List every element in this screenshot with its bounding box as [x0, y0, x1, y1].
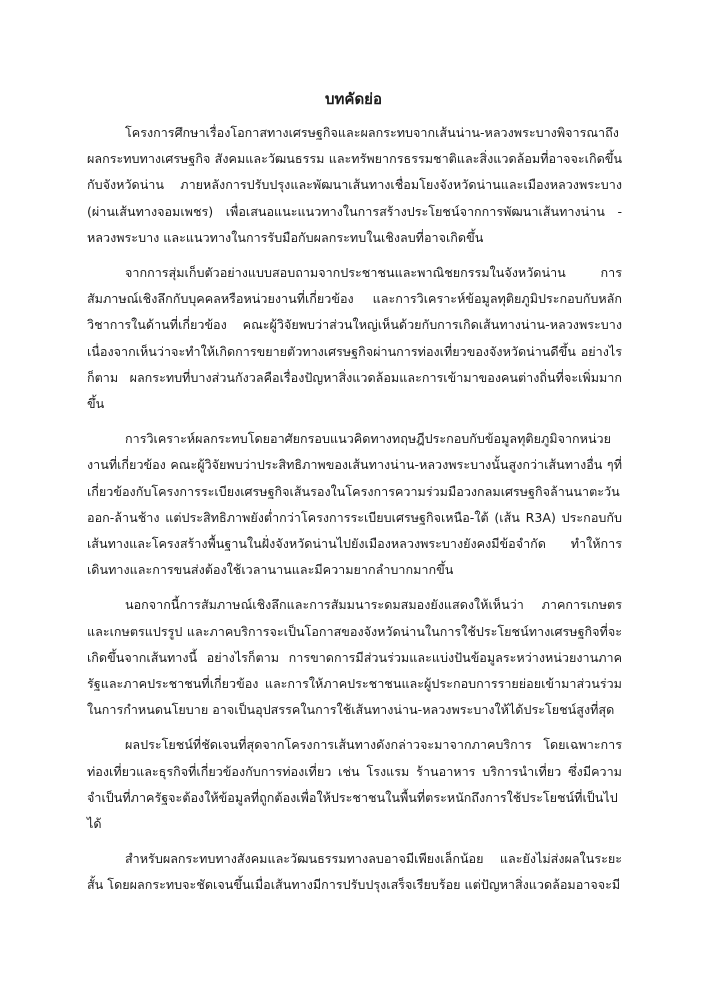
abstract-title: บทคัดย่อ — [325, 90, 382, 108]
paragraph-6: สำหรับผลกระทบทางสังคมและวัฒนธรรมทางลบอาจมีเพียงเล็กน้อย และยังไม่ส่งผลในระยะสั้น โดยผลกระทบจะชัดเจนขึ้นเมื่อเส้นทางมีการปรับปรุงเสร็จเรียบร้อย แต่ปัญหาสิ่งแวดล้อมอาจจะมี — [87, 851, 622, 893]
paragraph-1: โครงการศึกษาเรื่องโอกาสทางเศรษฐกิจและผลกระทบจากเส้นน่าน-หลวงพระบางพิจารณาถึงผลกระทบทางเศรษฐกิจ สังคมและวัฒนธรรม และทรัพยากรธรรมชาติและสิ่งแวดล้อมที่อาจจะเกิดขึ้นกับจังหวัดน่าน ภายหลังการปรับปรุงและพัฒนาเส้นทางเชื่อมโยงจังหวัดน่านและเมืองหลวงพระบาง (ผ่านเส้นทางจอมเพชร) เพื่อเสนอแนะแนวทางในการสร้างประโยชน์จากการพัฒนาเส้นทางน่าน - หลวงพระบาง และแนวทางในการรับมือกับผลกระทบในเชิงลบที่อาจเกิดขึ้น — [87, 125, 622, 245]
paragraph-5: ผลประโยชน์ที่ชัดเจนที่สุดจากโครงการเส้นทางดังกล่าวจะมาจากภาคบริการ โดยเฉพาะการท่องเที่ยวและธุรกิจที่เกี่ยวข้องกับการท่องเที่ยว เช่น โรงแรม ร้านอาหาร บริการนำเที่ยว ซึ่งมีความจำเป็นที่ภาครัฐจะต้องให้ข้อมูลที่ถูกต้องเพื่อให้ประชาชนในพื้นที่ตระหนักถึงการใช้ประโยชน์ที่เป็นไปได้ — [87, 737, 622, 832]
paragraph-4: นอกจากนี้การสัมภาษณ์เชิงลึกและการสัมมนาระดมสมองยังแสดงให้เห็นว่า ภาคการเกษตรและเกษตรแปรรูป และภาคบริการจะเป็นโอกาสของจังหวัดน่านในการใช้ประโยชน์ทางเศรษฐกิจที่จะเกิดขึ้นจากเส้นทางนี้ อย่างไรก็ตาม การขาดการมีส่วนร่วมและแบ่งปันข้อมูลระหว่างหน่วยงานภาครัฐและภาคประชาชนที่เกี่ยวข้อง และการให้ภาคประชาชนและผู้ประกอบการรายย่อยเข้ามาส่วนร่วมในการกำหนดนโยบาย อาจเป็นอุปสรรคในการใช้เส้นทางน่าน-หลวงพระบางให้ได้ประโยชน์สูงที่สุด — [87, 597, 622, 718]
abstract-body — [87, 120, 622, 908]
paragraph-2: จากการสุ่มเก็บตัวอย่างแบบสอบถามจากประชาชนและพาณิชยกรรมในจังหวัดน่าน การสัมภาษณ์เชิงลึกกับบุคคลหรือหน่วยงานที่เกี่ยวข้อง และการวิเคราะห์ข้อมูลทุติยภูมิประกอบกับหลักวิชาการในด้านที่เกี่ยวข้อง คณะผู้วิจัยพบว่าส่วนใหญ่เห็นด้วยกับการเกิดเส้นทางน่าน-หลวงพระบาง เนื่องจากเห็นว่าจะทำให้เกิดการขยายตัวทางเศรษฐกิจผ่านการท่องเที่ยวของจังหวัดน่านดีขึ้น อย่างไรก็ตาม ผลกระทบที่บางส่วนกังวลคือเรื่องปัญหาสิ่งแวดล้อมและการเข้ามาของคนต่างถิ่นที่จะเพิ่มมากขึ้น — [87, 265, 622, 412]
paragraph-3: การวิเคราะห์ผลกระทบโดยอาศัยกรอบแนวคิดทางทฤษฎีประกอบกับข้อมูลทุติยภูมิจากหน่วยงานที่เกี่ยวข้อง คณะผู้วิจัยพบว่าประสิทธิภาพของเส้นทางน่าน-หลวงพระบางนั้นสูงกว่าเส้นทางอื่น ๆที่เกี่ยวข้องกับโครงการระเบียงเศรษฐกิจเส้นรองในโครงการความร่วมมือวงกลมเศรษฐกิจล้านนาตะวันออก-ล้านช้าง แต่ประสิทธิภาพยังต่ำกว่าโครงการระเบียบเศรษฐกิจเหนือ-ใต้ (เส้น R3A) ประกอบกับเส้นทางและโครงสร้างพื้นฐานในฝั่งจังหวัดน่านไปยังเมืองหลวงพระบางยังคงมีข้อจำกัด ทำให้การเดินทางและการขนส่งต้องใช้เวลานานและมีความยากลำบากมากขึ้น — [87, 431, 622, 578]
